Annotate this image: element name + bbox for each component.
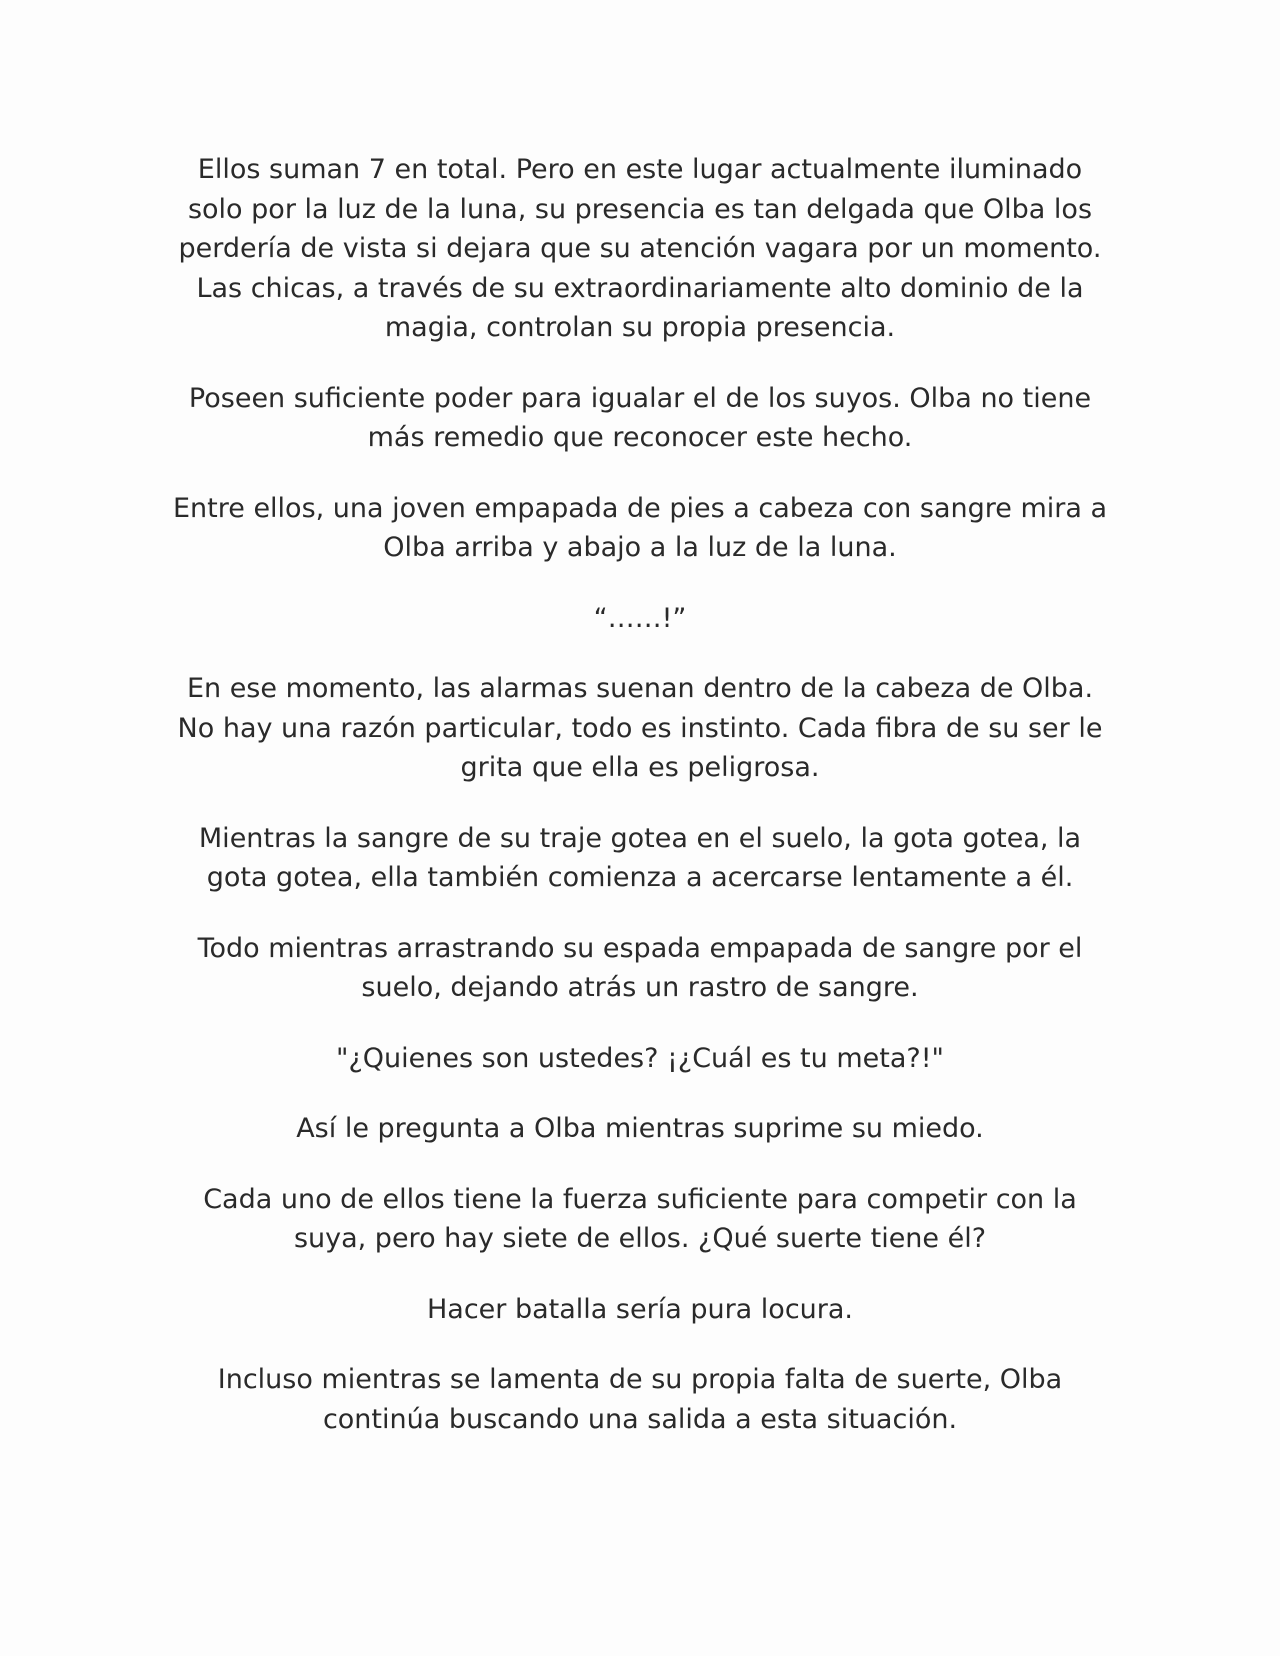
- paragraph-7: Todo mientras arrastrando su espada empapada de sangre por el suelo, dejando atrás un rastro de sangre.: [197, 932, 1083, 1003]
- paragraph-6: Mientras la sangre de su traje gotea en el suelo, la gota gotea, la gota gotea, ella también comienza a acercarse lentamente a él.: [198, 822, 1082, 893]
- paragraph-2: Poseen suficiente poder para igualar el de los suyos. Olba no tiene más remedio que reconocer este hecho.: [188, 382, 1092, 453]
- paragraph-5: En ese momento, las alarmas suenan dentro de la cabeza de Olba. No hay una razón particular, todo es instinto. Cada fibra de su ser le grita que ella es peligrosa.: [177, 673, 1103, 783]
- paragraph-9: Así le pregunta a Olba mientras suprime su miedo.: [296, 1113, 984, 1144]
- paragraph-1: Ellos suman 7 en total. Pero en este lugar actualmente iluminado solo por la luz de la luna, su presencia es tan delgada que Olba los perdería de vista si dejara que su atención vagara por un momento. Las chicas, a través de su extraordinariamente alto dominio de la magia, controlan su propia presencia.: [178, 154, 1102, 343]
- paragraph-4: “……!”: [593, 602, 687, 634]
- paragraph-10: Cada uno de ellos tiene la fuerza suficiente para competir con la suya, pero hay siete de ellos. ¿Qué suerte tiene él?: [203, 1183, 1077, 1254]
- paragraph-12: Incluso mientras se lamenta de su propia falta de suerte, Olba continúa buscando una salida a esta situación.: [217, 1364, 1063, 1435]
- paragraph-8: "¿Quienes son ustedes? ¡¿Cuál es tu meta?!": [336, 1042, 944, 1074]
- paragraph-3: Entre ellos, una joven empapada de pies a cabeza con sangre mira a Olba arriba y abajo a la luz de la luna.: [172, 492, 1108, 563]
- paragraph-11: Hacer batalla sería pura locura.: [426, 1293, 854, 1325]
- story-text: [170, 150, 1110, 1470]
